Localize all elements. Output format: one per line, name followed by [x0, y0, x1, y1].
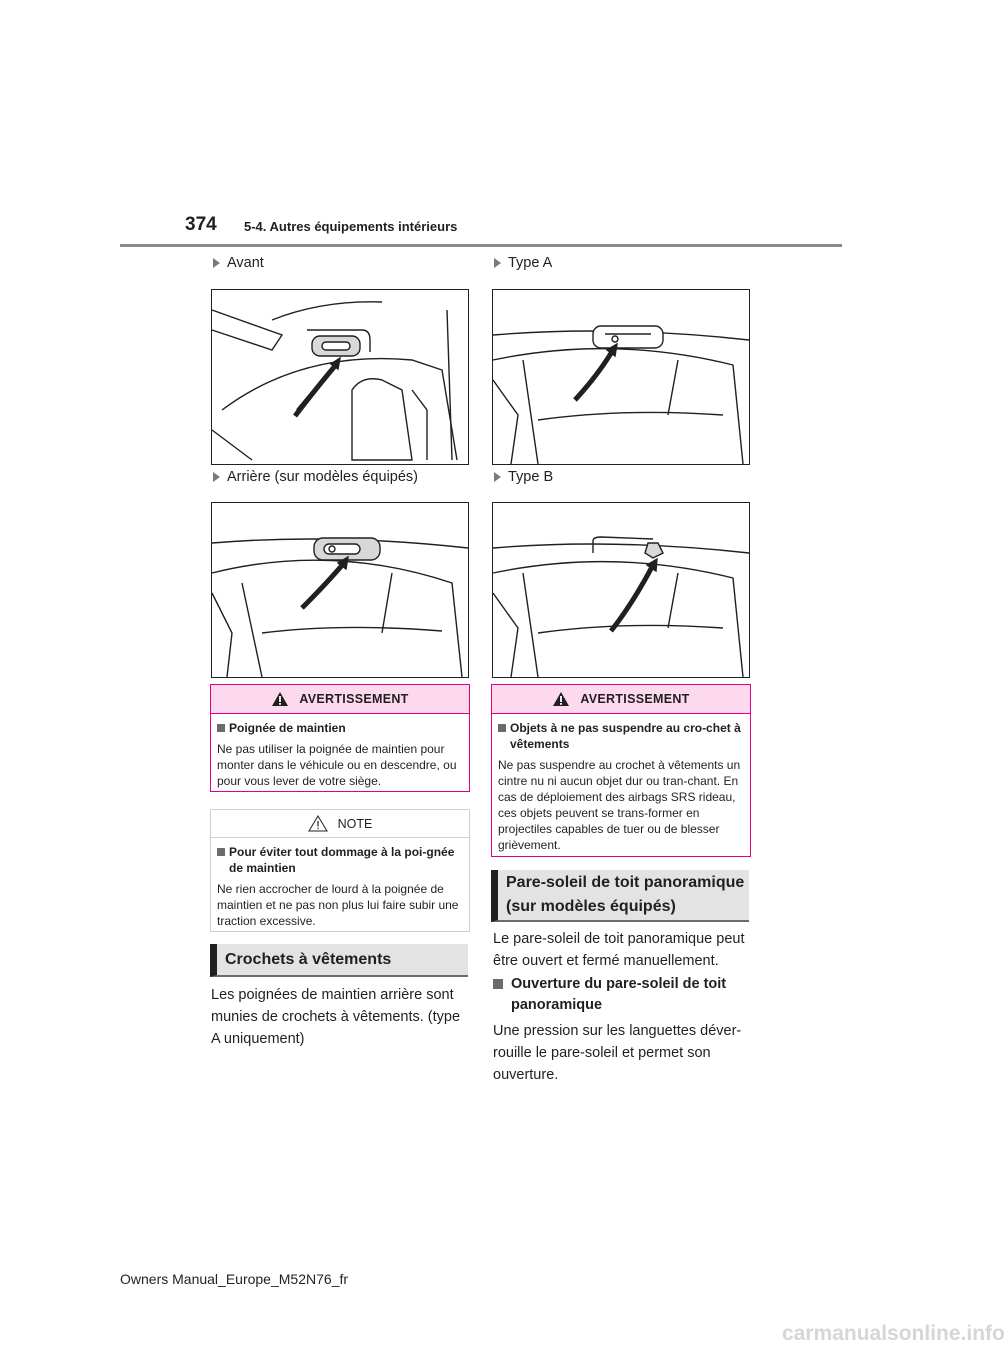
- warning-header: AVERTISSEMENT: [492, 685, 750, 714]
- figure-caption-front: Avant: [213, 255, 264, 271]
- warning-header: AVERTISSEMENT: [211, 685, 469, 714]
- figure-rear-grip-handle: [211, 502, 469, 678]
- note-heading: Pour éviter tout dommage à la poi-gnée de maintien: [217, 844, 463, 876]
- figure-type-b-coat-hook: [492, 502, 750, 678]
- header-divider: [120, 244, 842, 247]
- note-text: Ne rien accrocher de lourd à la poignée de maintien et ne pas non plus lui faire subir une traction excessive.: [217, 882, 459, 928]
- warning-heading: Poignée de maintien: [217, 720, 463, 736]
- heading-coat-hooks: Crochets à vêtements: [210, 944, 468, 977]
- square-bullet-icon: [217, 724, 225, 732]
- sunshade-subheading: Ouverture du pare-soleil de toit panoramique: [493, 974, 749, 1016]
- warning-box-grip-handle: [210, 684, 470, 792]
- sunshade-opening-text: Une pression sur les languettes déver-rouille le pare-soleil et permet son ouverture.: [493, 1023, 742, 1083]
- coat-hooks-description: Les poignées de maintien arrière sont munies de crochets à vêtements. (type A uniquement): [211, 987, 461, 1047]
- triangle-bullet-icon: [494, 258, 501, 268]
- triangle-bullet-icon: [213, 472, 220, 482]
- warning-heading: Objets à ne pas suspendre au cro-chet à vêtements: [498, 720, 744, 752]
- figure-caption-rear: Arrière (sur modèles équipés): [213, 469, 418, 485]
- note-box-grip-handle: [210, 809, 470, 932]
- square-bullet-icon: [217, 848, 225, 856]
- square-bullet-icon: [493, 979, 503, 989]
- square-bullet-icon: [498, 724, 506, 732]
- warning-box-coat-hook: [491, 684, 751, 857]
- heading-panoramic-sunshade: Pare-soleil de toit panoramique (sur modèles équipés): [491, 870, 749, 922]
- triangle-bullet-icon: [213, 258, 220, 268]
- watermark: carmanualsonline.info: [782, 1322, 1005, 1345]
- caution-outline-icon: [308, 815, 328, 832]
- page-number: 374: [185, 214, 217, 235]
- figure-caption-type-b: Type B: [494, 469, 553, 485]
- figure-type-a-coat-hook: [492, 289, 750, 465]
- figure-caption-type-a: Type A: [494, 255, 552, 271]
- section-title: 5-4. Autres équipements intérieurs: [244, 219, 458, 234]
- warning-icon: [271, 691, 289, 707]
- warning-text: Ne pas utiliser la poignée de maintien pour monter dans le véhicule ou en descendre, ou pour vous lever de votre siège.: [217, 742, 457, 788]
- note-header: NOTE: [211, 810, 469, 838]
- triangle-bullet-icon: [494, 472, 501, 482]
- warning-text: Ne pas suspendre au crochet à vêtements un cintre nu ni aucun objet dur ou tran-chant. En cas de déploiement des airbags SRS rideau, ces objets peuvent se trans-former en projectiles capables de tuer ou de blesser grièvement.: [498, 758, 741, 852]
- sunshade-intro: Le pare-soleil de toit panoramique peut être ouvert et fermé manuellement.: [493, 931, 745, 969]
- warning-icon: [552, 691, 570, 707]
- footer-manual-id: Owners Manual_Europe_M52N76_fr: [120, 1271, 349, 1287]
- figure-front-grip-handle: [211, 289, 469, 465]
